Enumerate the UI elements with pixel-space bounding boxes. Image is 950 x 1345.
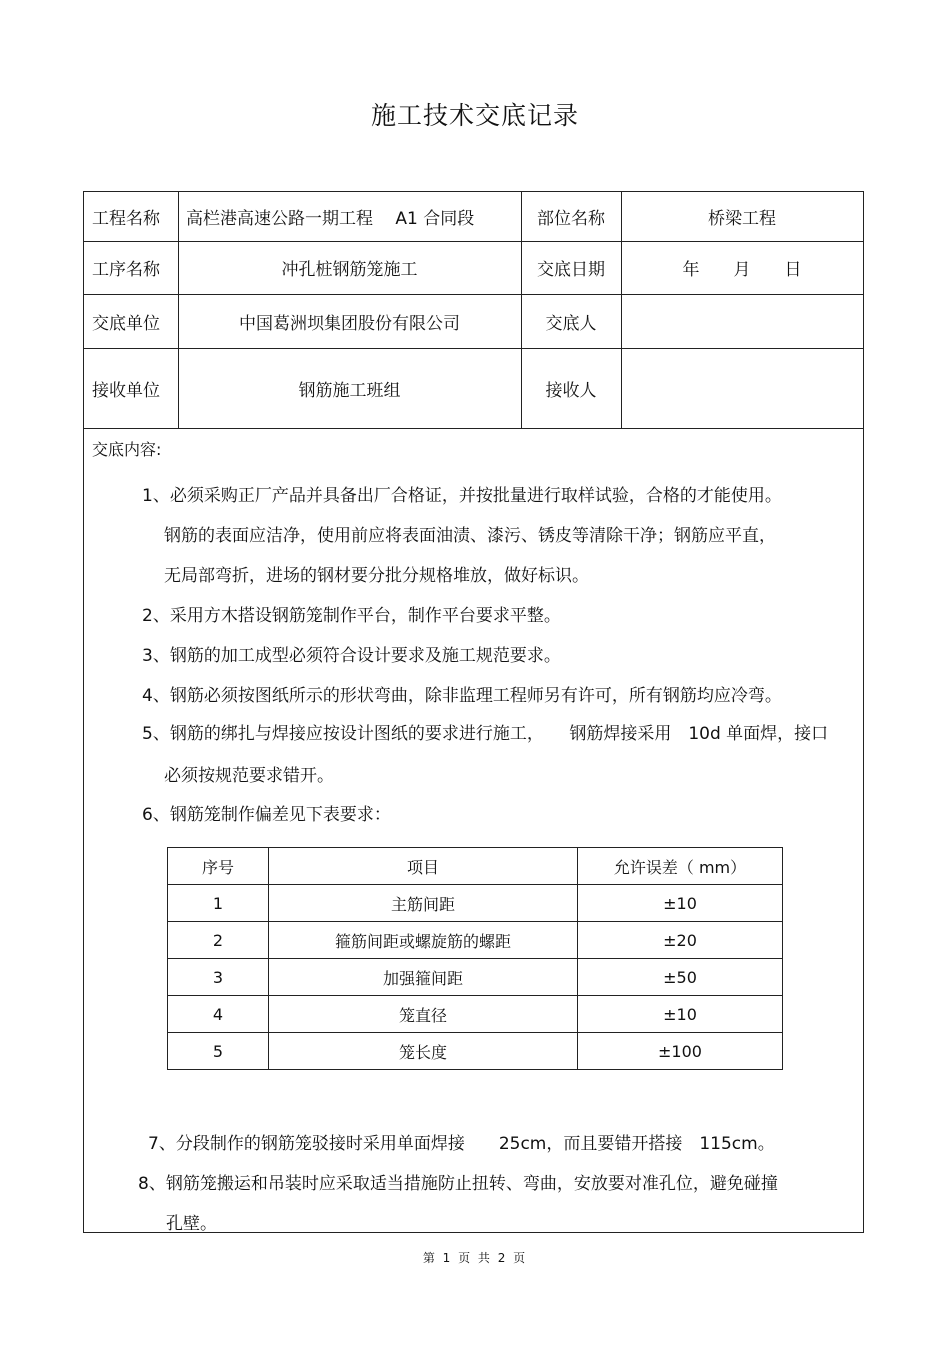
- table-row: [168, 959, 783, 996]
- tolerance-table: [167, 847, 783, 1070]
- table-header: 序号: [168, 848, 269, 885]
- content-item-4: 4、钢筋必须按图纸所示的形状弯曲，除非监理工程师另有许可，所有钢筋均应冷弯。: [142, 686, 782, 706]
- content-item-8-cont: 孔壁。: [166, 1214, 217, 1234]
- content-item-3: 3、钢筋的加工成型必须符合设计要求及施工规范要求。: [142, 646, 561, 666]
- table-cell: 3: [168, 959, 269, 996]
- table-cell: 4: [168, 996, 269, 1033]
- table-cell: 笼直径: [269, 996, 578, 1033]
- table-cell: 箍筋间距或螺旋筋的螺距: [269, 922, 578, 959]
- content-label: 交底内容:: [92, 440, 162, 459]
- row-divider: [84, 428, 863, 429]
- table-cell: 5: [168, 1033, 269, 1070]
- table-cell: ±10: [578, 885, 783, 922]
- date-label: 交底日期: [537, 260, 605, 280]
- table-cell: ±20: [578, 922, 783, 959]
- receiving-unit-value: 钢筋施工班组: [298, 380, 401, 401]
- page-footer: 第 1 页 共 2 页: [422, 1251, 528, 1265]
- table-header: 项目: [269, 848, 578, 885]
- table-row: [168, 1033, 783, 1070]
- content-item-6: 6、钢筋笼制作偏差见下表要求：: [142, 805, 391, 825]
- issuer-label: 交底人: [545, 313, 597, 334]
- process-name-value: 冲孔桩钢筋笼施工: [281, 260, 418, 280]
- receiver-value: [621, 348, 863, 428]
- table-row: [168, 922, 783, 959]
- content-item-8: 8、钢筋笼搬运和吊装时应采取适当措施防止扭转、弯曲，安放要对准孔位，避免碰撞: [138, 1174, 778, 1194]
- process-name-label: 工序名称: [92, 260, 160, 280]
- receiver-label: 接收人: [545, 380, 597, 401]
- issuing-unit-label: 交底单位: [92, 313, 160, 334]
- content-item-2: 2、采用方木搭设钢筋笼制作平台，制作平台要求平整。: [142, 606, 561, 626]
- content-item-1-cont: 无局部弯折，进场的钢材要分批分规格堆放，做好标识。: [164, 566, 589, 586]
- content-item-5: 5、钢筋的绑扎与焊接应按设计图纸的要求进行施工， 钢筋焊接采用 10d 单面焊，接口: [142, 724, 829, 744]
- part-name-label: 部位名称: [537, 209, 605, 229]
- record-form: [83, 191, 864, 1233]
- content-item-7: 7、分段制作的钢筋笼驳接时采用单面焊接 25cm，而且要错开搭接 115cm。: [148, 1134, 775, 1154]
- table-cell: ±50: [578, 959, 783, 996]
- content-item-1-cont: 钢筋的表面应洁净，使用前应将表面油渍、漆污、锈皮等清除干净；钢筋应平直，: [164, 526, 776, 546]
- issuing-unit-value: 中国葛洲坝集团股份有限公司: [239, 313, 460, 334]
- issuer-value: [621, 294, 863, 348]
- part-name-value: 桥梁工程: [708, 209, 776, 229]
- table-cell: 笼长度: [269, 1033, 578, 1070]
- table-cell: 主筋间距: [269, 885, 578, 922]
- table-cell: 2: [168, 922, 269, 959]
- table-header-row: [168, 848, 783, 885]
- table-header: 允许误差（ mm）: [578, 848, 783, 885]
- content-item-5-cont: 必须按规范要求错开。: [164, 766, 334, 786]
- table-row: [168, 885, 783, 922]
- table-row: [168, 996, 783, 1033]
- receiving-unit-label: 接收单位: [92, 380, 160, 401]
- project-name-value: 高栏港高速公路一期工程 A1 合同段: [186, 209, 475, 229]
- project-name-label: 工程名称: [92, 209, 160, 229]
- content-item-1: 1、必须采购正厂产品并具备出厂合格证，并按批量进行取样试验，合格的才能使用。: [142, 486, 782, 506]
- document-title: 施工技术交底记录: [370, 101, 579, 130]
- table-cell: 1: [168, 885, 269, 922]
- date-value: 年 月 日: [682, 260, 802, 280]
- table-cell: ±100: [578, 1033, 783, 1070]
- table-cell: ±10: [578, 996, 783, 1033]
- table-cell: 加强箍间距: [269, 959, 578, 996]
